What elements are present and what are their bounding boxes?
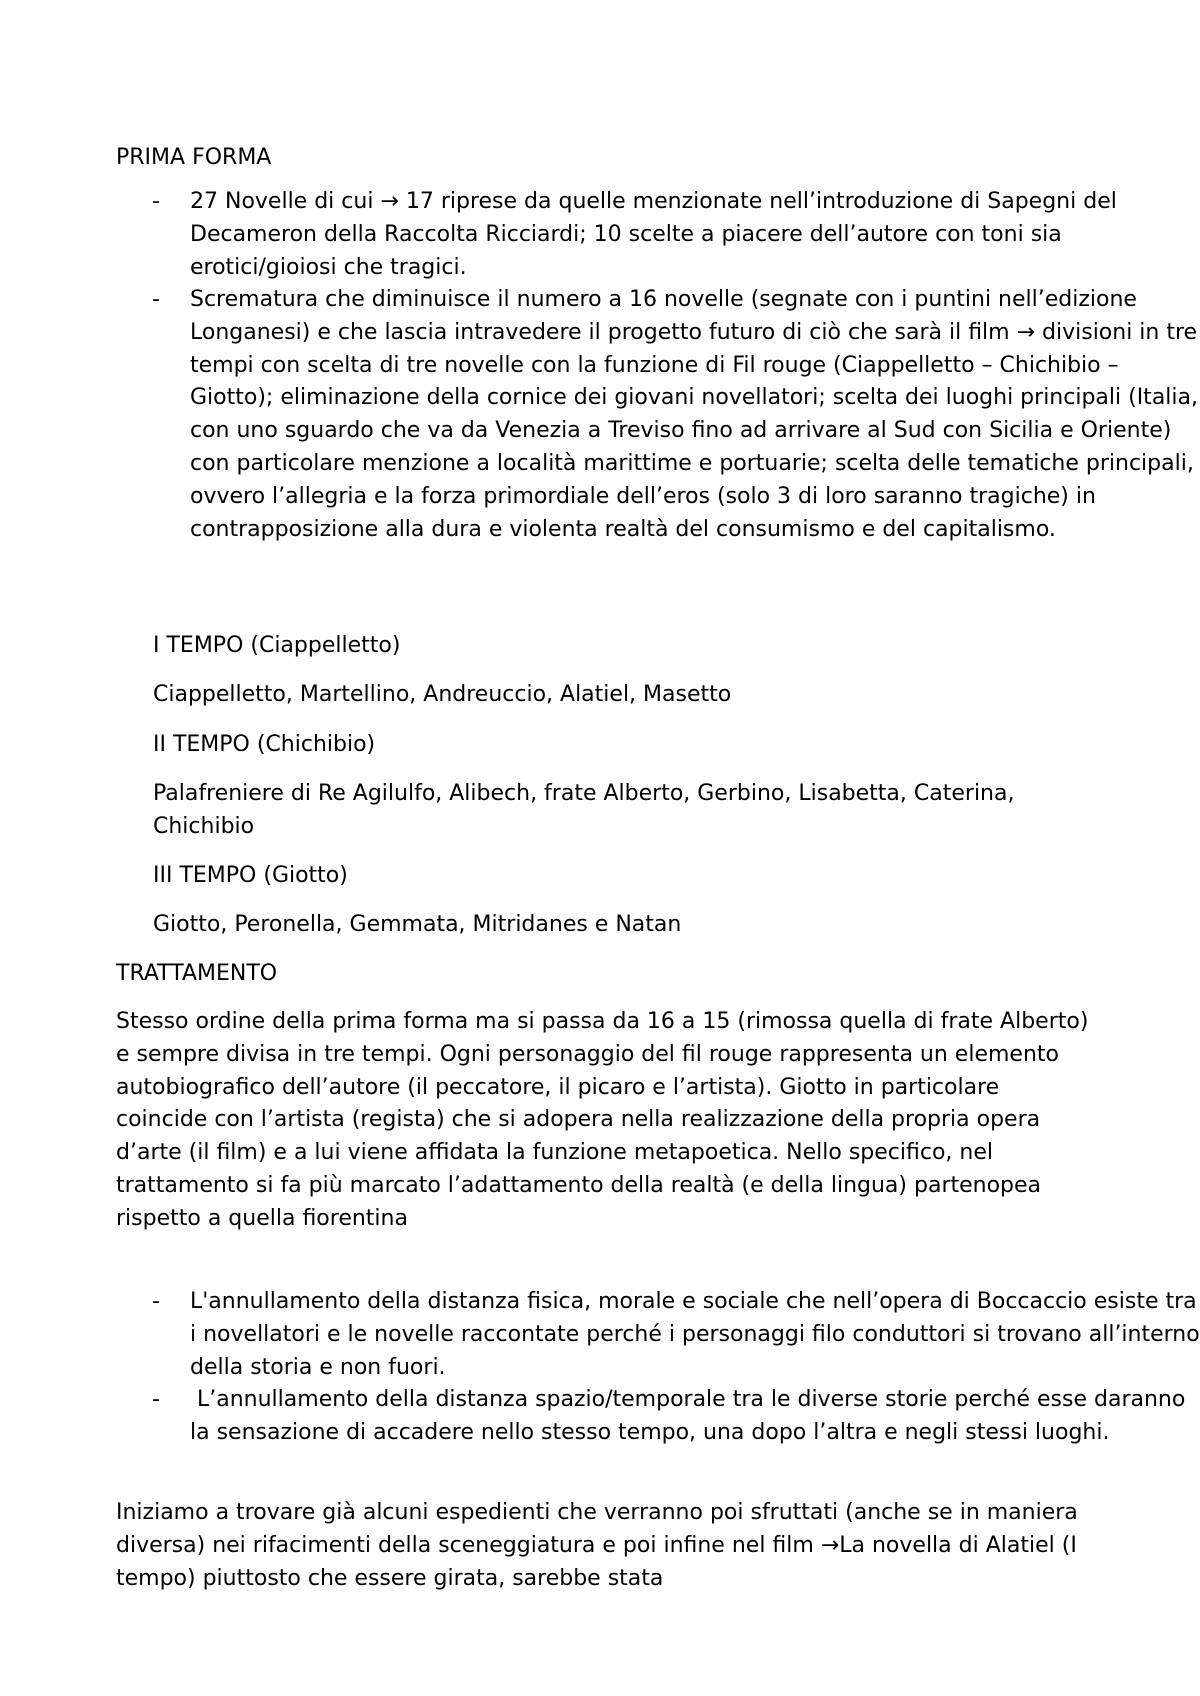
list-item-text: L’annullamento della distanza spazio/temporale tra le diverse storie perché esse daranno la sensazione di accadere nello stesso tempo, una dopo l’altra e negli stessi luoghi.: [190, 1387, 1193, 1445]
list-item: [116, 284, 1198, 546]
tempo-novelle: Ciappelletto, Martellino, Andreuccio, Alatiel, Masetto: [153, 682, 732, 707]
list-item: [116, 186, 1140, 284]
list-item: [116, 1286, 1200, 1384]
tempo-title: I TEMPO (Ciappelletto): [153, 633, 401, 658]
tempo-novelle: Giotto, Peronella, Gemmata, Mitridanes e Natan: [153, 912, 682, 937]
tempo-title: II TEMPO (Chichibio): [153, 732, 376, 757]
tempo-novelle: Palafreniere di Re Agilulfo, Alibech, frate Alberto, Gerbino, Lisabetta, Caterina, Chichibio: [153, 781, 1015, 839]
heading-prima-forma: PRIMA FORMA: [116, 145, 272, 170]
closing-paragraph: Iniziamo a trovare già alcuni espedienti che verranno poi sfruttati (anche se in maniera diversa) nei rifacimenti della sceneggiatura e poi infine nel film →La novella di Alatiel (I tempo) piuttosto che essere girata, sarebbe stata: [116, 1500, 1078, 1591]
list-item-text: L'annullamento della distanza fisica, morale e sociale che nell’opera di Boccaccio esiste tra i novellatori e le novelle raccontate perché i personaggi filo conduttori si trovano all’interno della storia e non fuori.: [190, 1289, 1200, 1380]
list-item: [116, 1384, 1193, 1450]
list-item-text: Scrematura che diminuisce il numero a 16 novelle (segnate con i puntini nell’edizione Longanesi) e che lascia intravedere il progetto futuro di ciò che sarà il film → divisioni in tre tempi con scelta di tre novelle con la funzione di Fil rouge (Ciappelletto – Chichibio – Giotto); eliminazione della cornice dei giovani novellatori; scelta dei luoghi principali (Italia, con uno sguardo che va da Venezia a Treviso fino ad arrivare al Sud con Sicilia e Oriente) con particolare menzione a località marittime e portuarie; scelta delle tematiche principali, ovvero l’allegria e la forza primordiale dell’eros (solo 3 di loro saranno tragiche) in contrapposizione alla dura e violenta realtà del consumismo e del capitalismo.: [190, 287, 1198, 542]
tempo-title: III TEMPO (Giotto): [153, 863, 348, 888]
bullet-dash: -: [152, 1289, 160, 1314]
bullet-dash: -: [152, 1387, 160, 1412]
list-item-text: 27 Novelle di cui → 17 riprese da quelle menzionate nell’introduzione di Sapegni del Decameron della Raccolta Ricciardi; 10 scelte a piacere dell’autore con toni sia erotici/gioiosi che tragici.: [190, 189, 1117, 280]
heading-trattamento: TRATTAMENTO: [116, 961, 278, 986]
bullet-dash: -: [152, 189, 160, 214]
bullet-dash: -: [152, 287, 160, 312]
trattamento-paragraph: Stesso ordine della prima forma ma si passa da 16 a 15 (rimossa quella di frate Alberto) e sempre divisa in tre tempi. Ogni personaggio del fil rouge rappresenta un elemento autobiografico dell’autore (il peccatore, il picaro e l’artista). Giotto in particolare coincide con l’artista (regista) che si adopera nella realizzazione della propria opera d’arte (il film) e a lui viene affidata la funzione metapoetica. Nello specifico, nel trattamento si fa più marcato l’adattamento della realtà (e della lingua) partenopea rispetto a quella fiorentina: [116, 1009, 1089, 1231]
